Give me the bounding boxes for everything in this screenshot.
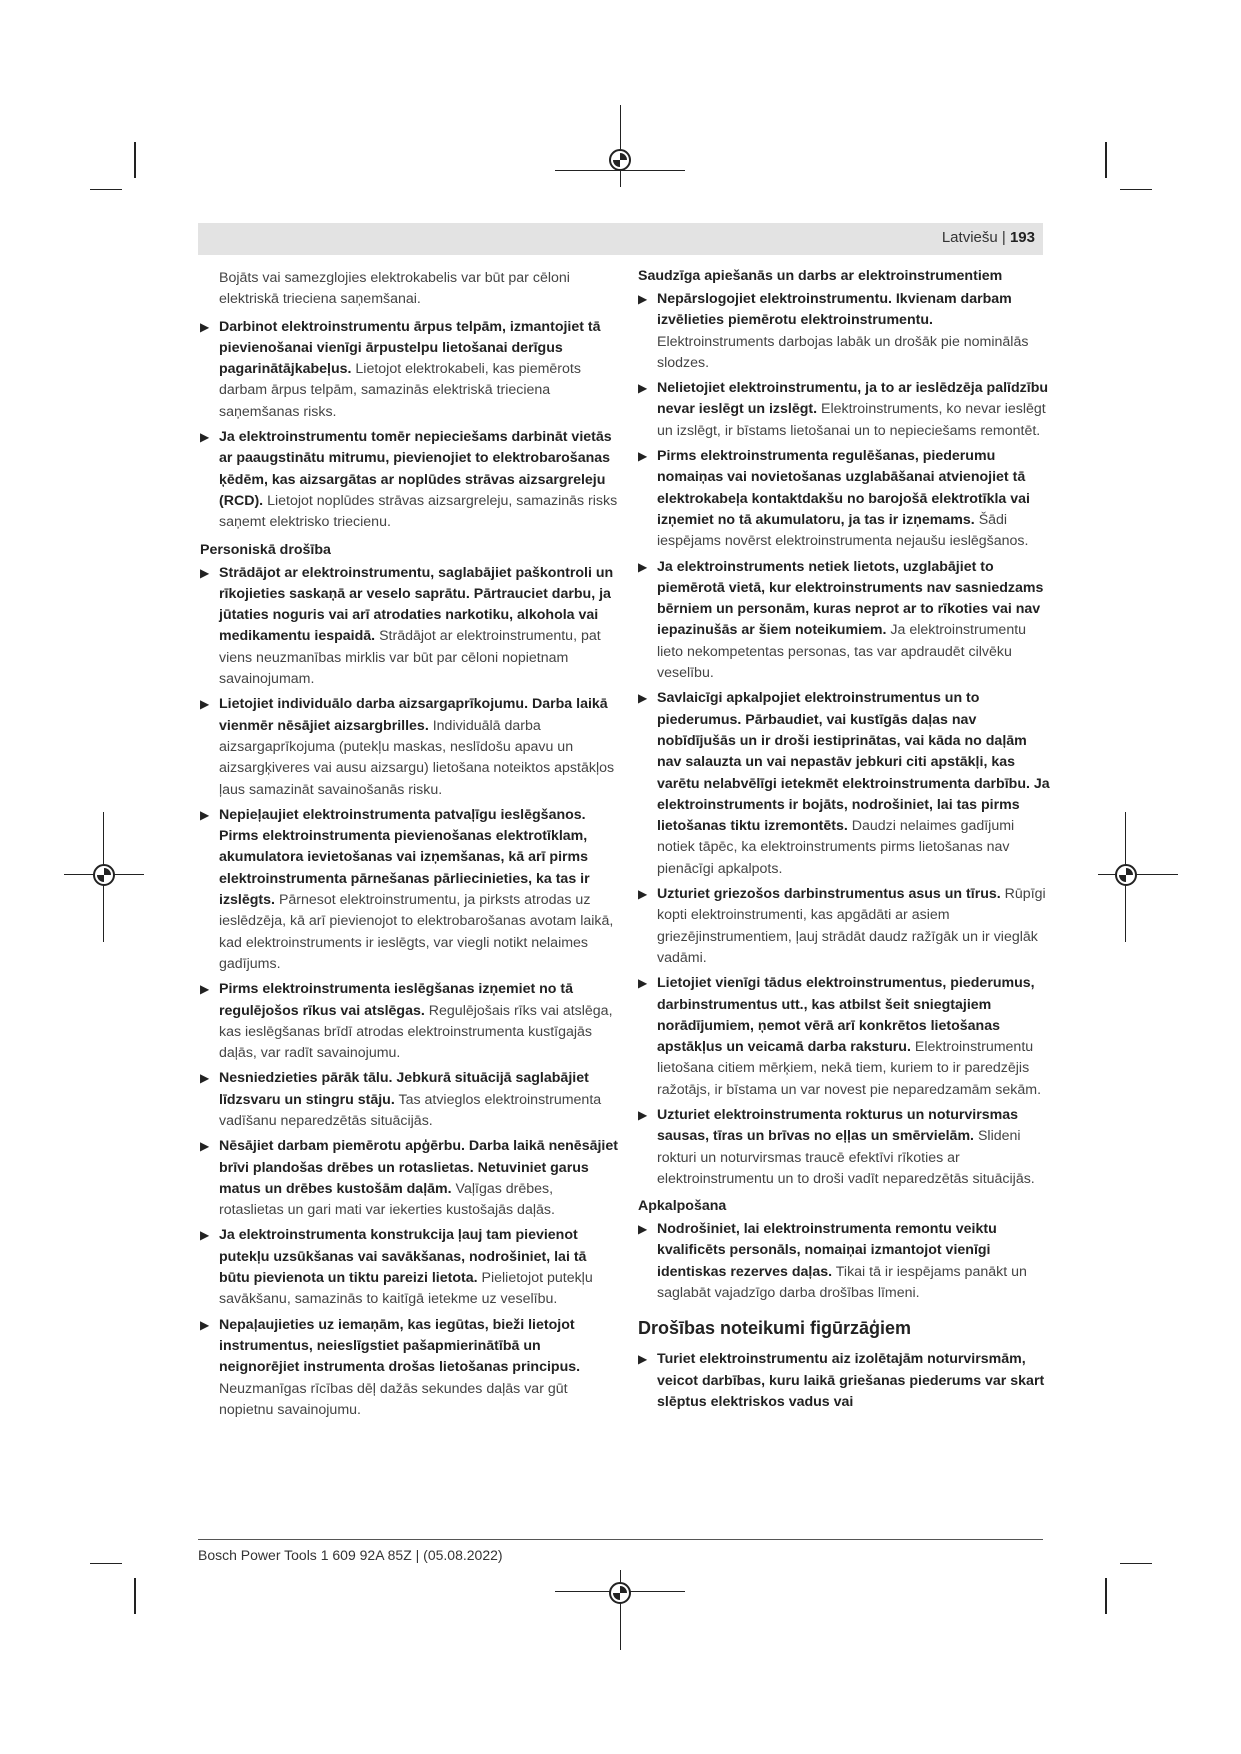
bullet-bold-text: Lietojiet individuālo darba aizsargaprīkojumu. Darba laikā vienmēr nēsājiet aizsargbrilles. [219,696,608,734]
bullet-bold-text: Savlaicīgi apkalpojiet elektroinstrumentus un to piederumus. Pārbaudiet, vai kustīgās daļas nav nobīdījušās un ir droši iestiprinātas, vai kāda no daļām nav salauzta un vai nepastāv jebkuri citi apstākļi, kas varētu nelabvēlīgi ietekmēt elektroinstrumenta darbību. Ja elektroinstruments ir bojāts, nodrošiniet, lai tas pirms lietošanas tiktu izremontēts. [657,690,1050,835]
crop-mark [1105,142,1107,178]
crop-mark [90,189,122,190]
crop-mark [1120,1563,1152,1564]
bullet-text: Daudzi nelaimes gadījumi notiek tāpēc, ka elektroinstruments pirms lietošanas nav pienācīgi apkalpots. [657,818,1015,877]
bullet-triangle-icon: ▶ [200,982,210,997]
bullet-triangle-icon: ▶ [200,807,210,822]
bullet-text: Lietojot noplūdes strāvas aizsargreleju, samazinās risks saņemt elektrisko triecienu. [219,492,618,531]
bullet-text: Tas atvieglos elektroinstrumenta vadīšanu neparedzētās situācijās. [219,1091,602,1129]
bullet-item [200,1225,620,1310]
bullet-triangle-icon: ▶ [638,976,648,991]
bullet-bold-text: Pirms elektroinstrumenta regulēšanas, piederumu nomaiņas vai novietošanas uzglabāšanai atvienojiet tā elektrokabeļa kontaktdakšu no barojošā elektrotīkla vai izņemiet no tā akumulatoru, ja tas ir izņemams. [657,448,1030,528]
bullet-bold-text: Lietojiet vienīgi tādus elektroinstrumentus, piederumus, darbinstrumentus utt., kas atbilst šeit sniegtajiem norādījumiem, ņemot vērā arī konkrētos lietošanas apstākļus un veicamā darba raksturu. [657,975,1035,1056]
bullet-triangle-icon: ▶ [200,1071,210,1086]
bullet-text: Regulējošais rīks vai atslēga, kas ieslēgšanas brīdī atrodas elektroinstrumenta kustīgajās daļās, var radīt savainojumu. [219,1002,613,1062]
bullet-triangle-icon: ▶ [638,381,648,396]
paragraph-text: Bojāts vai samezglojies elektrokabelis var būt par cēloni elektriskā trieciena saņemšanai. [219,270,570,308]
bullet-bold-text: Ja elektroinstrumentu tomēr nepieciešams darbināt vietās ar paaugstinātu mitrumu, pievienojiet to elektrobarošanas ķēdēm, kas aizsargātas ar noplūdes strāvas aizsargreleju (RCD). [219,429,612,509]
bullet-bold-text: Pirms elektroinstrumenta ieslēgšanas izņemiet no tā regulējošos rīkus vai atslēgas. [219,981,574,1019]
crop-mark [1120,189,1152,190]
bullet-text: Lietojot elektrokabeli, kas piemērots darbam ārpus telpām, samazinās elektriskā trieciena saņemšanas risks. [219,361,581,420]
bullet-triangle-icon: ▶ [200,430,210,445]
bullet-text: Neuzmanīgas rīcības dēļ dažās sekundes daļās var gūt nopietnu savainojumu. [219,1380,568,1418]
bullet-bold-text: Nepārslogojiet elektroinstrumentu. Ikvienam darbam izvēlieties piemērotu elektroinstrumentu. [657,291,1012,329]
page-footer: Bosch Power Tools 1 609 92A 85Z | (05.08.2022) [198,1547,503,1563]
bullet-item [200,1136,620,1221]
bullet-triangle-icon: ▶ [638,559,648,574]
bullet-item [638,884,1053,969]
right-column [638,268,1053,1417]
paragraph [200,268,620,311]
registration-mark-icon [609,1582,631,1604]
bullet-item [638,289,1053,374]
footer-rule [198,1539,1043,1540]
bullet-bold-text: Ja elektroinstruments netiek lietots, uzglabājiet to piemērotā vietā, kur elektroinstruments nav sasniedzams bērniem un personām, kuras neprot ar to rīkoties vai nav iepazinušās ar šiem noteikumiem. [657,558,1044,639]
bullet-text: Vaļīgas drēbes, rotaslietas un gari mati var iekerties kustošajās daļās. [219,1180,555,1219]
bullet-triangle-icon: ▶ [200,319,210,334]
bullet-item [638,378,1053,442]
bullet-triangle-icon: ▶ [200,697,210,712]
bullet-bold-text: Uzturiet griezošos darbinstrumentus asus un tīrus. [657,886,1001,903]
bullet-item [638,1349,1053,1413]
bullet-text: Elektroinstrumentu lietošana citiem mērķiem, nekā tiem, kuriem to ir paredzējis ražotājs, ir bīstama un var novest pie neparedzamām sekām. [657,1039,1042,1098]
bullet-item [638,973,1053,1101]
bullet-text: Strādājot ar elektroinstrumentu, pat viens neuzmanības mirklis var būt par cēloni nopietnam savainojumam. [219,628,601,688]
registration-mark-icon [609,149,631,171]
bullet-item [638,557,1053,685]
bullet-triangle-icon: ▶ [638,292,648,306]
bullet-triangle-icon: ▶ [200,1228,210,1243]
bullet-bold-text: Nodrošiniet, lai elektroinstrumenta remontu veiktu kvalificēts personāls, nomaiņai izmantojot vienīgi identiskas rezerves daļas. [657,1221,997,1280]
bullet-triangle-icon: ▶ [638,1222,648,1237]
crop-mark [1105,1578,1107,1614]
bullet-triangle-icon: ▶ [638,1352,648,1367]
bullet-text: Elektroinstruments darbojas labāk un drošāk pie nominālās slodzes. [657,333,1029,371]
bullet-item [200,1315,620,1421]
bullet-item [200,317,620,423]
registration-mark-icon [93,864,115,886]
bullet-text: Ja elektroinstrumentu lieto nekompetentas personas, tas var apdraudēt cilvēku veselību. [657,622,1027,682]
bullet-item [200,979,620,1064]
bullet-text: Slideni rokturi un noturvirsmas traucē efektīvi rīkoties ar elektroinstrumentu un to droši vadīt neparedzētās situācijās. [657,1128,1035,1187]
bullet-item [200,694,620,800]
bullet-bold-text: Nēsājiet darbam piemērotu apģērbu. Darba laikā nenēsājiet brīvi plandošas drēbes un rotaslietas. Netuviniet garus matus un drēbes kustošām daļām. [219,1138,618,1197]
bullet-item [638,446,1053,552]
bullet-triangle-icon: ▶ [200,565,210,580]
chapter-heading: Drošības noteikumi figūrzāģiem [638,1318,912,1339]
bullet-triangle-icon: ▶ [638,691,648,706]
bullet-triangle-icon: ▶ [200,1317,210,1332]
section-heading: Personiskā drošība [200,541,331,558]
bullet-text: Tikai tā ir iespējams panākt un saglabāt vajadzīgo darba drošības līmeni. [657,1263,1027,1302]
bullet-text: Pielietojot putekļu savākšanu, samazinās to kaitīgā ietekme uz veselību. [219,1270,593,1308]
page-header [198,223,1043,255]
bullet-text: Individuālā darba aizsargaprīkojuma (putekļu maskas, neslīdošu apavu un aizsargķiveres vai ausu aizsargu) lietošana noteiktos apstākļos ļaus samazināt savainošanās risku. [219,717,615,798]
bullet-triangle-icon: ▶ [638,449,648,464]
header-label [942,229,1035,246]
bullet-item [200,563,620,691]
bullet-bold-text: Nepaļaujieties uz iemaņām, kas iegūtas, bieži lietojot instrumentus, neieslīgstiet pašapmierinātībā un neignorējiet instrumenta drošas lietošanas principus. [219,1316,581,1376]
bullet-item [200,805,620,975]
bullet-text: Elektroinstruments, ko nevar ieslēgt un izslēgt, ir bīstams lietošanai un to nepieciešams remontēt. [657,401,1046,439]
bullet-item [638,1105,1053,1190]
bullet-bold-text: Nepieļaujiet elektroinstrumenta patvaļīgu ieslēgšanos. Pirms elektroinstrumenta pievienošanas elektrotīklam, akumulatora ievietošanas vai izņemšanas, kā arī pirms elektroinstrumenta pārnešanas pārliecinieties, ka tas ir izslēgts. [219,806,590,909]
bullet-bold-text: Nelietojiet elektroinstrumentu, ja to ar ieslēdzēja palīdzību nevar ieslēgt un izslēgt. [657,380,1049,418]
header-separator: | [1001,229,1006,246]
section-heading: Apkalpošana [638,1198,727,1215]
crop-mark [620,105,621,187]
page-number: 193 [1009,229,1035,246]
bullet-item [638,1219,1053,1304]
bullet-item [200,1068,620,1132]
bullet-bold-text: Darbinot elektroinstrumentu ārpus telpām, izmantojiet tā pievienošanai vienīgi ārpustelpu lietošanai derīgus pagarinātājkabeļus. [219,318,601,378]
bullet-text: Šādi iespējams novērst elektroinstrumenta nejaušu ieslēgšanos. [657,511,1029,550]
bullet-bold-text: Nesniedzieties pārāk tālu. Jebkurā situācijā saglabājiet līdzsvaru un stingru stāju. [219,1070,589,1108]
bullet-bold-text: Uzturiet elektroinstrumenta rokturus un noturvirsmas sausas, tīras un brīvas no eļļas un smērvielām. [657,1106,1019,1145]
bullet-bold-text: Strādājot ar elektroinstrumentu, saglabājiet paškontroli un rīkojieties saskaņā ar veselo saprātu. Pārtrauciet darbu, ja jūtaties noguris vai arī atrodaties narkotiku, alkohola vai medikamentu iespaidā. [219,564,614,645]
bullet-text: Pārnesot elektroinstrumentu, ja pirksts atrodas uz ieslēdzēja, kā arī pievienojot to elektrobarošanas avotam laikā, kad elektroinstruments ir ieslēgts, var viegli notikt nelaimes gadījums. [219,892,614,972]
bullet-item [638,688,1053,880]
crop-mark [1098,874,1178,875]
bullet-bold-text: Ja elektroinstrumenta konstrukcija ļauj tam pievienot putekļu uzsūkšanas vai savākšanas, nodrošiniet, lai tā būtu pievienota un tiktu pareizi lietota. [219,1227,587,1287]
crop-mark [90,1563,122,1564]
bullet-item [200,427,620,533]
registration-mark-icon [1115,864,1137,886]
bullet-triangle-icon: ▶ [200,1139,210,1154]
bullet-triangle-icon: ▶ [638,1107,648,1122]
crop-mark [134,1578,136,1614]
bullet-text: Rūpīgi kopti elektroinstrumenti, kas apgādāti ar asiem griezējinstrumentiem, ļauj strādāt daudz ražīgāk un ir vieglāk vadāmi. [657,886,1046,966]
bullet-triangle-icon: ▶ [638,887,648,902]
section-heading: Saudzīga apiešanās un darbs ar elektroinstrumentiem [638,268,1003,284]
bullet-bold-text: Turiet elektroinstrumentu aiz izolētajām noturvirsmām, veicot darbības, kuru laikā griešanas piederums var skart slēptus elektriskos vadus vai [657,1351,1045,1410]
left-column [200,268,620,1425]
header-language: Latviešu [941,229,998,246]
crop-mark [134,142,136,178]
